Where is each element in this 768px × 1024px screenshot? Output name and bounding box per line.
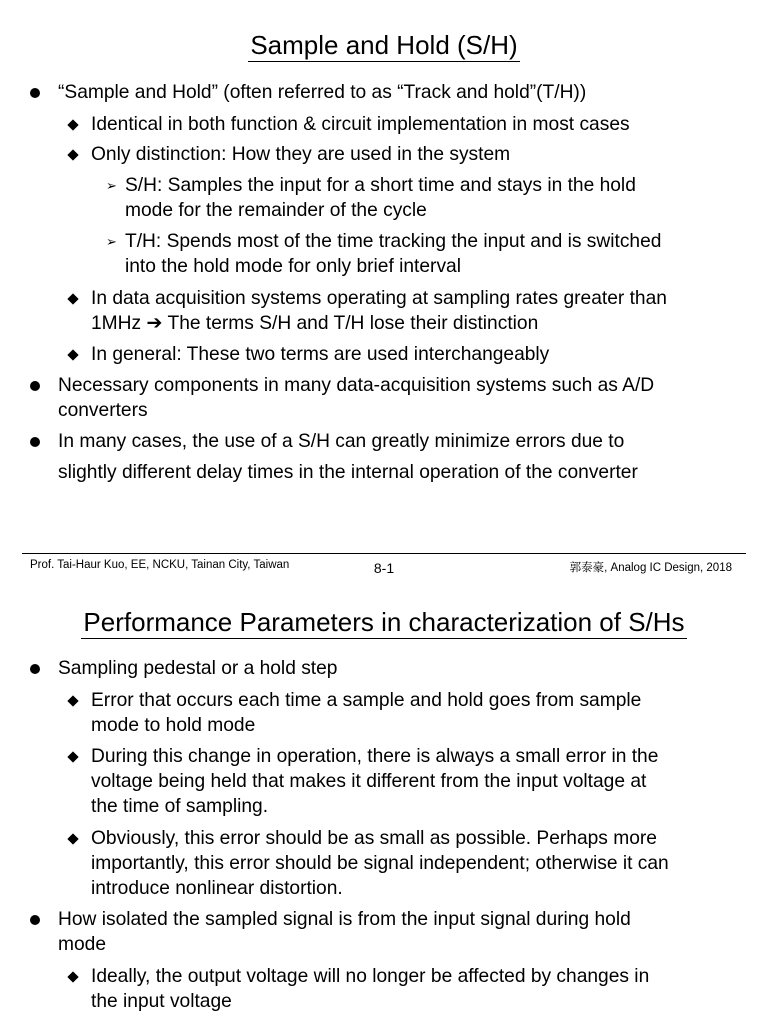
bullet-text: T/H: Spends most of the time tracking the input and is switched <box>125 231 662 252</box>
slide2-title-text: Performance Parameters in characterization of S/Hs <box>83 607 685 637</box>
bullet-diamond-icon <box>67 833 78 844</box>
bullet-text: voltage being held that makes it different from the input voltage at <box>91 771 647 792</box>
bullet-text: 1MHz ➔ The terms S/H and T/H lose their distinction <box>91 313 539 334</box>
bullet-text: the time of sampling. <box>91 796 269 817</box>
bullet-circle-icon <box>30 437 40 447</box>
bullet-text: How isolated the sampled signal is from the input signal during hold <box>58 909 631 930</box>
slide-footer <box>22 553 746 584</box>
bullet-text: Error that occurs each time a sample and hold goes from sample <box>91 690 642 711</box>
bullet-text: In many cases, the use of a S/H can greatly minimize errors due to <box>58 431 625 452</box>
bullet-text: slightly different delay times in the internal operation of the converter <box>58 462 638 483</box>
bullet-diamond-icon <box>67 293 78 304</box>
bullet-diamond-icon <box>67 751 78 762</box>
bullet-text: “Sample and Hold” (often referred to as “Track and hold”(T/H)) <box>58 82 587 103</box>
page-number: 8-1 <box>373 560 395 576</box>
bullet-text: mode <box>58 934 106 955</box>
slide2-title <box>0 606 768 639</box>
bullet-text: During this change in operation, there is always a small error in the <box>91 746 659 767</box>
bullet-diamond-icon <box>67 971 78 982</box>
bullet-text: In general: These two terms are used interchangeably <box>91 344 550 365</box>
slide1-title <box>0 29 768 62</box>
slide1-title-text: Sample and Hold (S/H) <box>250 30 518 60</box>
bullet-arrow-icon: ➢ <box>106 234 117 249</box>
bullet-circle-icon <box>30 381 40 391</box>
bullet-text: Sampling pedestal or a hold step <box>58 658 338 679</box>
bullet-circle-icon <box>30 915 40 925</box>
bullet-text: Obviously, this error should be as small as possible. Perhaps more <box>91 828 657 849</box>
bullet-text: S/H: Samples the input for a short time and stays in the hold <box>125 175 636 196</box>
bullet-text: Necessary components in many data-acquisition systems such as A/D <box>58 375 655 396</box>
bullet-text: mode for the remainder of the cycle <box>125 200 427 221</box>
bullet-text: introduce nonlinear distortion. <box>91 878 343 899</box>
bullet-text: mode to hold mode <box>91 715 256 736</box>
bullet-text: Ideally, the output voltage will no longer be affected by changes in <box>91 966 650 987</box>
bullet-text: into the hold mode for only brief interval <box>125 256 461 277</box>
bullet-diamond-icon <box>67 149 78 160</box>
bullet-text: the input voltage <box>91 991 232 1012</box>
bullet-diamond-icon <box>67 695 78 706</box>
bullet-text: Only distinction: How they are used in the system <box>91 144 511 165</box>
bullet-text: Identical in both function & circuit implementation in most cases <box>91 114 630 135</box>
bullet-text: In data acquisition systems operating at sampling rates greater than <box>91 288 667 309</box>
bullet-arrow-icon: ➢ <box>106 178 117 193</box>
bullet-diamond-icon <box>67 349 78 360</box>
footer-author: Prof. Tai-Haur Kuo, EE, NCKU, Tainan City, Taiwan <box>30 559 290 571</box>
bullet-text: importantly, this error should be signal independent; otherwise it can <box>91 853 669 874</box>
bullet-circle-icon <box>30 664 40 674</box>
bullet-circle-icon <box>30 88 40 98</box>
bullet-text: converters <box>58 400 148 421</box>
bullet-diamond-icon <box>67 119 78 130</box>
footer-course: 郭泰豪, Analog IC Design, 2018 <box>569 562 732 574</box>
